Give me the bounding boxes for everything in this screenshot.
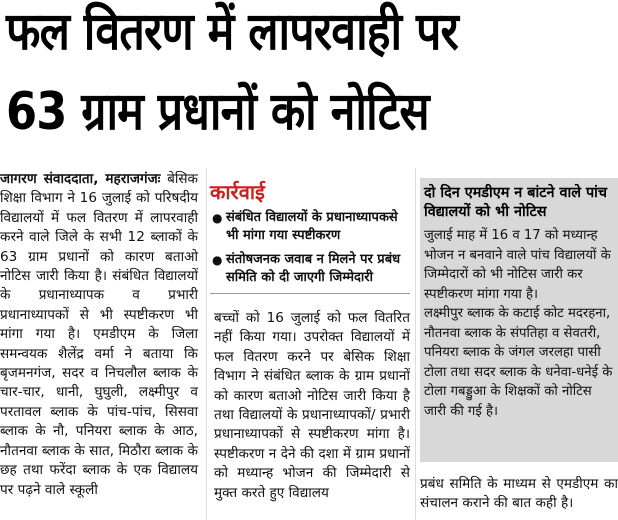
sidebar-box xyxy=(420,178,618,462)
highlight-item: ● संतोषजनक जवाब न मिलने पर प्रबंध समिति को दी जाएगी जिम्मेदारी xyxy=(212,252,401,285)
highlight-list xyxy=(210,209,410,287)
headline-line-2: 63 ग्राम प्रधानों को नोटिस xyxy=(6,82,429,142)
sidebar-paragraph-1: जुलाई माह में 16 व 17 को मध्यान्ह भोजन न बनवाने वाले पांच विद्यालयों के जिम्मेदारों को भी नोटिस जारी कर स्पष्टीकरण मांगा गया है। xyxy=(424,228,611,302)
highlight-divider xyxy=(210,293,410,294)
column-divider xyxy=(206,168,207,520)
article-column-2: बच्चों को 16 जुलाई को फल वितरित नहीं किया गया। उपरोक्त विद्यालयों में फल वितरण करने पर बेसिक शिक्षा विभाग ने संबंधित ब्लाक के ग्राम प्रधानों को कारण बताओ नोटिस जारी किया है तथा विद्यालयों के प्रधानाध्यापकों/ प्रभारी प्रधानाध्यापकों से स्पष्टीकरण मांगा है। स्पष्टीकरण न देने की दशा में ग्राम प्रधानों को मध्यान्ह भोजन की जिम्मेदारी से मुक्त करते हुए विद्यालय xyxy=(214,310,410,501)
highlight-item: ● संबंधित विद्यालयों के प्रधानाध्यापकसे भी मांगा गया स्पष्टीकरण xyxy=(212,210,398,243)
action-highlight-box xyxy=(210,178,410,300)
sidebar-title: दो दिन एमडीएम न बांटने वाले पांच विद्यालयों को भी नोटिस xyxy=(424,185,608,220)
article-column-1 xyxy=(0,170,198,500)
bullet-icon: ● xyxy=(212,211,223,225)
article-text: बेसिक शिक्षा विभाग ने 16 जुलाई को परिषदीय विद्यालयों में फल वितरण में लापरवाही करने वाले जिले के सभी 12 ब्लाकों के 63 ग्राम प्रधानों को कारण बताओ नोटिस जारी किया है। संबंधित विद्यालयों के प्रधानाध्यापक व प्रभारी प्रधानाध्यापकों से भी स्पष्टीकरण भी मांगा गया है। एमडीएम के जिला समन्वयक शैलेंद्र वर्मा ने बताया कि बृजमनगंज, सदर व निचलौल ब्लाक के चार-चार, धानी, घुघुली, लक्ष्मीपुर व परतावल ब्लाक के पांच-पांच, सिसवा ब्लाक के नौ, पनियरा ब्लाक के आठ, नौतनवा ब्लाक के सात, मिठौरा ब्लाक के छह तथा फरेंदा ब्लाक के एक विद्यालय पर पढ़ने वाले स्कूली xyxy=(0,171,198,498)
headline-line-1: फल वितरण में लापरवाही पर xyxy=(6,2,458,62)
column-divider xyxy=(415,168,416,520)
sidebar-paragraph-2: लक्ष्मीपुर ब्लाक के कटाई कोट मदरहना, नौतनवा ब्लाक के संपतिहा व सेवतरी, पनियरा ब्लाक के जंगल जरलहा पासी टोला तथा सदर ब्लाक के धनेवा-धनेई के टोला गबड्डुआ के शिक्षकों को नोटिस जारी की गई है। xyxy=(424,306,613,419)
bullet-icon: ● xyxy=(212,253,223,267)
article-column-3-tail: प्रबंध समिति के माध्यम से एमडीएम का संचालन कराने की बात कही है। xyxy=(420,476,618,512)
dateline: जागरण संवाददाता, महराजगंजः xyxy=(0,171,161,187)
highlight-title: कार्रवाई xyxy=(210,180,265,204)
